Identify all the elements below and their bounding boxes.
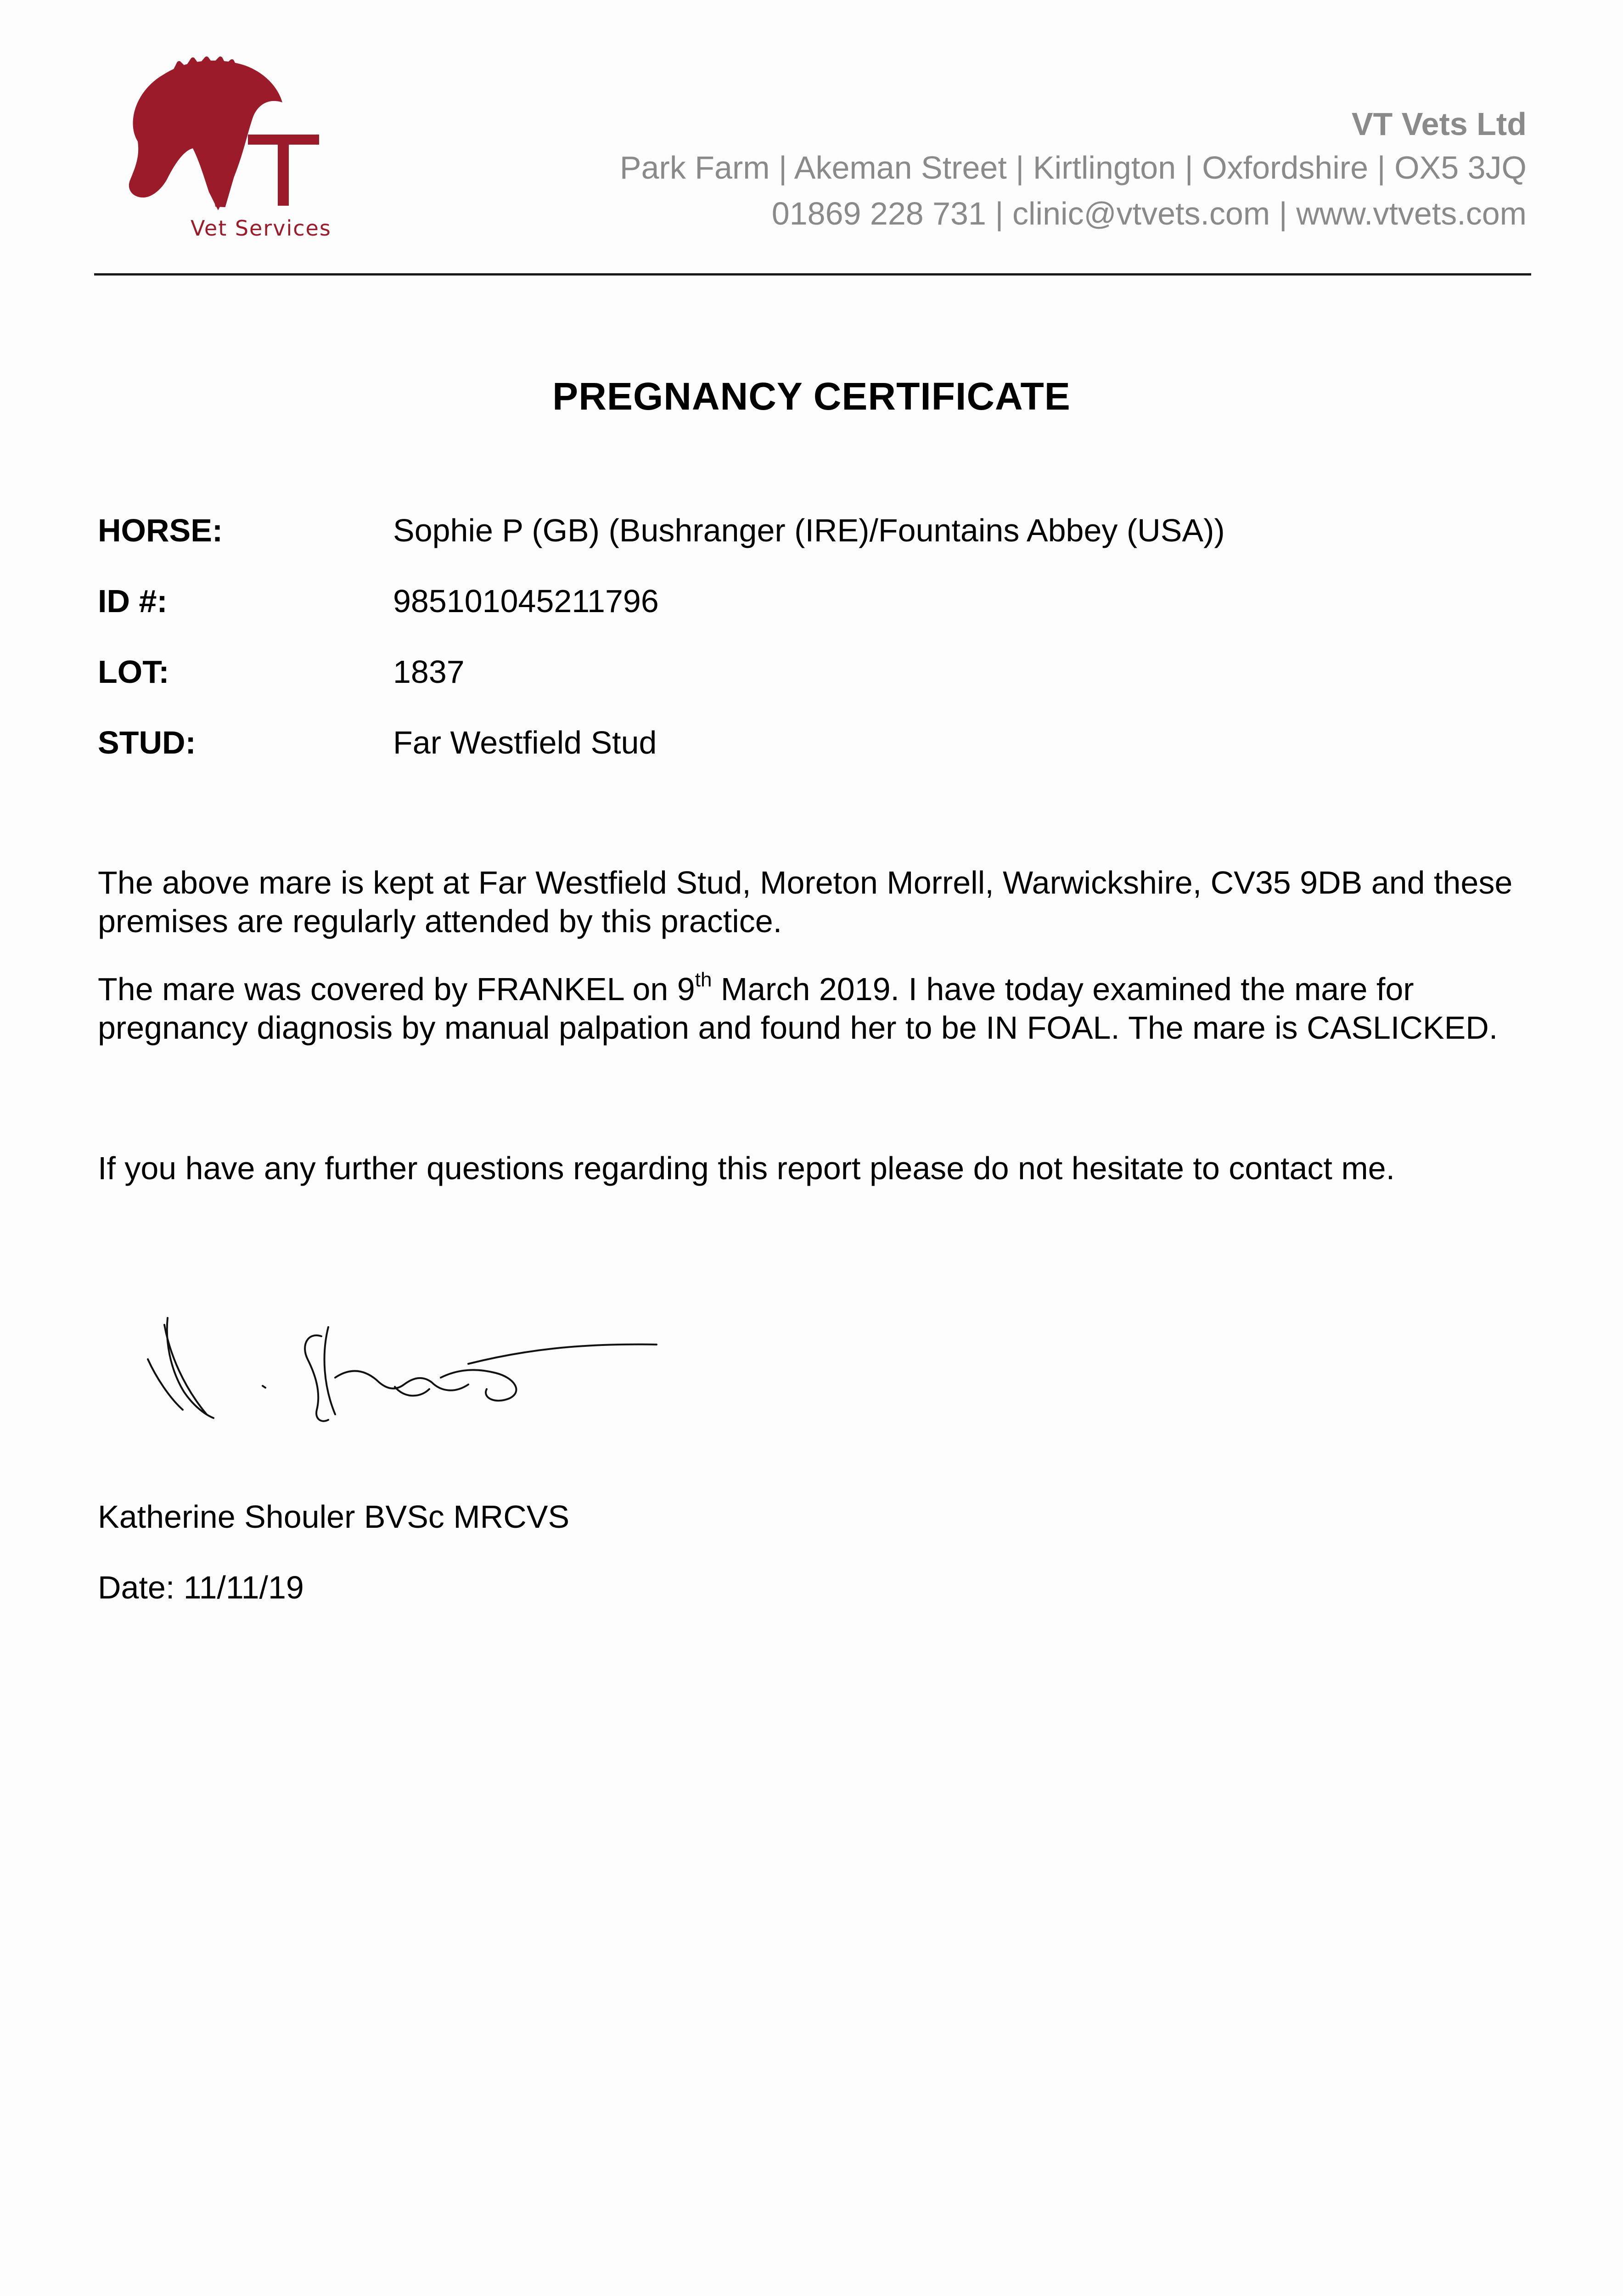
id-label: ID #: (98, 583, 168, 619)
signer-name: Katherine Shouler BVSc MRCVS (98, 1499, 570, 1535)
diagnosis-text-end: March 2019. I have today examined the mare for pregnancy diagnosis by manual palpation and found her to be IN FOAL. The mare is CASLICKED. (98, 971, 1498, 1046)
lot-value: 1837 (393, 654, 465, 690)
certificate-date: Date: 11/11/19 (98, 1570, 304, 1605)
logo-subtitle: Vet Services (191, 216, 331, 238)
company-name: VT Vets Ltd (1351, 106, 1527, 142)
company-address: Park Farm | Akeman Street | Kirtlington | Oxfordshire | OX5 3JQ (619, 150, 1527, 186)
signature (119, 1300, 670, 1451)
horse-head-logo-icon (94, 54, 351, 238)
id-value: 985101045211796 (393, 583, 659, 619)
stud-label: STUD: (98, 725, 196, 760)
contact-paragraph: If you have any further questions regarding this report please do not hesitate to contact me. (98, 1150, 1395, 1186)
horse-label: HORSE: (98, 512, 223, 548)
company-contact: 01869 228 731 | clinic@vtvets.com | www.vtvets.com (771, 196, 1527, 231)
header-divider (94, 273, 1531, 276)
premises-paragraph: The above mare is kept at Far Westfield Stud, Moreton Morrell, Warwickshire, CV35 9DB and these premises are regularly attended by this practice. (98, 865, 1513, 939)
company-block (620, 103, 1527, 236)
stud-value: Far Westfield Stud (393, 725, 657, 760)
vt-vet-services-logo (94, 54, 351, 238)
lot-label: LOT: (98, 654, 169, 690)
diagnosis-text-start: The mare was covered by FRANKEL on 9 (98, 971, 695, 1007)
ordinal-suffix: th (695, 968, 712, 991)
diagnosis-paragraph (98, 970, 1539, 1047)
horse-value: Sophie P (GB) (Bushranger (IRE)/Fountains Abbey (USA)) (393, 512, 1225, 548)
document-title: PREGNANCY CERTIFICATE (552, 375, 1071, 418)
handwritten-signature-icon (119, 1300, 670, 1451)
